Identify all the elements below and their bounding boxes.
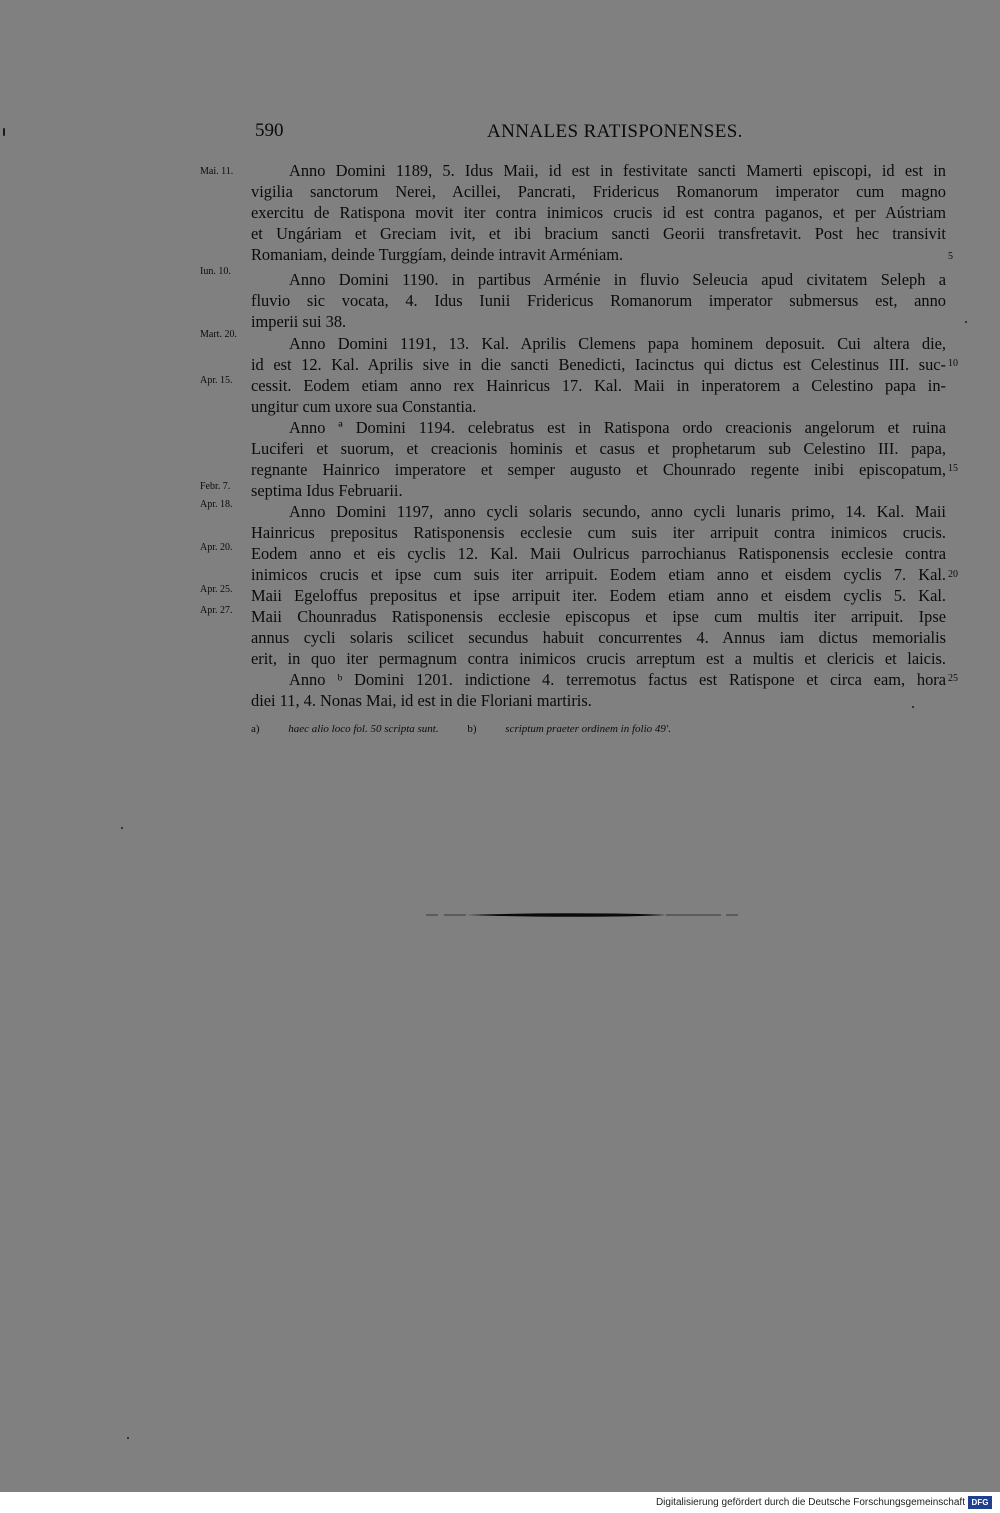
footnotes [251, 723, 671, 735]
line-number: 10 [948, 358, 958, 369]
text-line: annus cycli solaris scilicet secundus habuit concurrentes 4. Annus iam dictus memorialis [251, 628, 946, 647]
line-number: 5 [948, 251, 953, 262]
footnote-a [251, 723, 439, 735]
dfg-logo: DFG [968, 1496, 992, 1509]
text-line: regnante Hainrico imperatore et semper augusto et Chounrado regente inibi episcopatum, [251, 460, 946, 479]
footnote-mark: b) [467, 723, 477, 735]
margin-date: Apr. 18. [200, 499, 233, 510]
text-line: Anno Domini 1191, 13. Kal. Aprilis Clemens papa hominem deposuit. Cui altera die, [289, 334, 946, 353]
line-number: 20 [948, 569, 958, 580]
text-line: Romaniam, deinde Turggíam, deinde intravit Arméniam. [251, 245, 624, 264]
text-line: Anno ᵇ Domini 1201. indictione 4. terremotus factus est Ratispone et circa eam, hora [289, 670, 946, 689]
text-line: Luciferi et suorum, et creacionis hominis et casus et prophetarum sub Celestino III. papa, [251, 439, 946, 458]
margin-date: Apr. 20. [200, 542, 233, 553]
scan-speck [121, 827, 123, 829]
footnote-text: scriptum praeter ordinem in folio 49'. [505, 723, 672, 735]
footnote-b [467, 723, 671, 735]
text-line: id est 12. Kal. Aprilis sive in die sancti Benedicti, Iacinctus qui dictus est Celestinus III. suc- [251, 355, 946, 374]
margin-date: Mart. 20. [200, 329, 237, 340]
digitization-credit: Digitalisierung gefördert durch die Deutsche Forschungsgemeinschaft [655, 1497, 965, 1508]
text-line: Maii Chounradus Ratisponensis ecclesie episcopus et ipse cum multis iter arripuit. Ipse [251, 607, 946, 626]
text-line: Anno ª Domini 1194. celebratus est in Ratispona ordo creacionis angelorum et ruina [289, 418, 946, 437]
text-line: septima Idus Februarii. [251, 481, 403, 500]
page-number: 590 [255, 120, 284, 141]
text-line: vigilia sanctorum Nerei, Acillei, Pancrati, Fridericus Romanorum imperator cum magno [251, 182, 946, 201]
scan-speck [912, 706, 914, 708]
text-line: exercitu de Ratispona movit iter contra inimicos crucis id est contra paganos, et per Aústriam [251, 203, 946, 222]
scan-speck [127, 1437, 129, 1439]
scan-speck [965, 321, 967, 323]
text-line: et Ungáriam et Greciam ivit, et ibi bracium sancti Georii transfretavit. Post hec transivit [251, 224, 946, 243]
margin-date: Apr. 15. [200, 375, 233, 386]
running-head: ANNALES RATISPONENSES. [487, 121, 743, 142]
margin-date: Febr. 7. [200, 481, 231, 492]
text-line: erit, in quo iter permagnum contra inimicos crucis arreptum est a multis et clericis et laicis. [251, 649, 946, 668]
margin-date: Iun. 10. [200, 266, 231, 277]
scan-speck [3, 128, 5, 136]
margin-date: Apr. 25. [200, 584, 233, 595]
text-line: diei 11, 4. Nonas Mai, id est in die Floriani martiris. [251, 691, 592, 710]
text-line: Anno Domini 1189, 5. Idus Maii, id est in festivitate sancti Mamerti episcopi, id est in [289, 161, 946, 180]
text-line: Eodem anno et eis cyclis 12. Kal. Maii Oulricus parrochianus Ratisponensis ecclesie contra [251, 544, 946, 563]
margin-date: Mai. 11. [200, 166, 234, 177]
footnote-mark: a) [251, 723, 260, 735]
margin-date: Apr. 27. [200, 605, 233, 616]
line-number: 25 [948, 673, 958, 684]
text-line: Anno Domini 1190. in partibus Arménie in fluvio Seleucia apud civitatem Seleph a [289, 270, 946, 289]
footnote-text: haec alio loco fol. 50 scripta sunt. [288, 723, 439, 735]
text-line: cessit. Eodem etiam anno rex Hainricus 17. Kal. Maii in inperatorem a Celestino papa in- [251, 376, 946, 395]
line-number: 15 [948, 463, 958, 474]
text-line: imperii sui 38. [251, 312, 347, 331]
text-line: Anno Domini 1197, anno cycli solaris secundo, anno cycli lunaris primo, 14. Kal. Maii [289, 502, 946, 521]
text-line: inimicos crucis et ipse cum suis iter arripuit. Eodem etiam anno et eisdem cyclis 7. Kal. [251, 565, 946, 584]
text-line: fluvio sic vocata, 4. Idus Iunii Fridericus Romanorum imperator submersus est, anno [251, 291, 946, 310]
text-line: Hainricus prepositus Ratisponensis ecclesie cum suis iter arripuit contra inimicos crucis. [251, 523, 946, 542]
text-line: ungitur cum uxore sua Constantia. [251, 397, 477, 416]
text-line: Maii Egeloffus prepositus et ipse arripuit iter. Eodem etiam anno et eisdem cyclis 5. Kal. [251, 586, 946, 605]
closing-rule [426, 910, 738, 920]
